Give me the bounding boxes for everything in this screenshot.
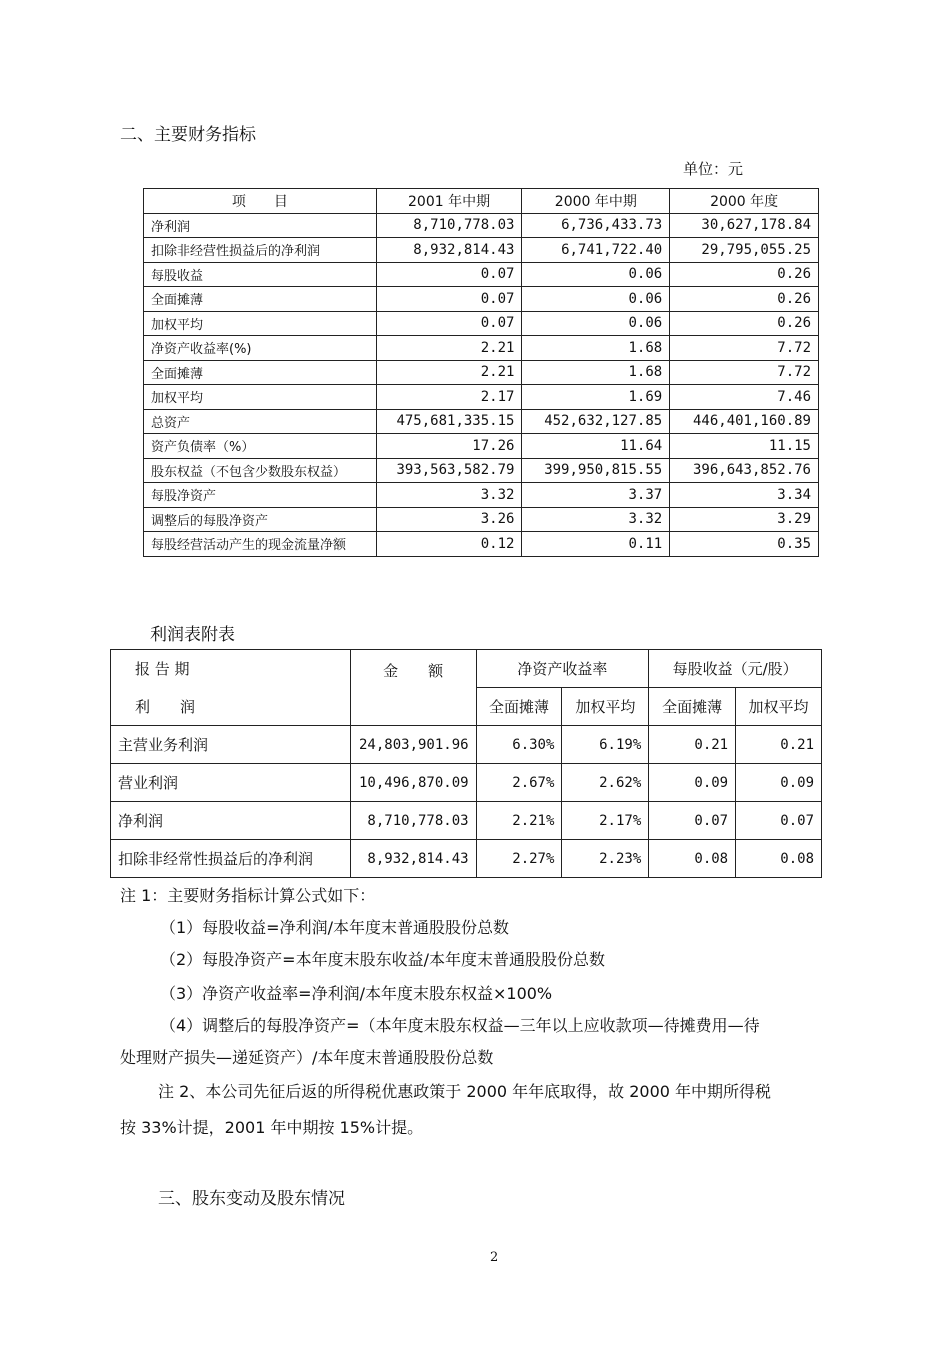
cell-value: 7.72 — [670, 360, 819, 385]
cell-value: 3.32 — [522, 507, 670, 532]
row-label: 扣除非经常性损益后的净利润 — [111, 840, 351, 878]
cell-value: 7.46 — [670, 385, 819, 410]
cell-value: 8,710,778.03 — [350, 802, 476, 840]
row-label: 每股经营活动产生的现金流量净额 — [144, 532, 377, 557]
row-label: 资产负债率（%） — [144, 434, 377, 459]
row-label: 净资产收益率(%) — [144, 336, 377, 361]
cell-value: 8,710,778.03 — [376, 213, 522, 238]
subheader-eps-diluted: 全面摊薄 — [649, 688, 736, 726]
cell-value: 30,627,178.84 — [670, 213, 819, 238]
row-label: 每股净资产 — [144, 483, 377, 508]
cell-value: 475,681,335.15 — [376, 409, 522, 434]
cell-value: 0.21 — [736, 726, 822, 764]
formula-4-line1: （4）调整后的每股净资产=（本年度末股东权益—三年以上应收款项—待摊费用—待 — [160, 1016, 760, 1035]
table-row — [144, 434, 819, 459]
profit-schedule-table — [110, 649, 822, 878]
row-label: 加权平均 — [144, 385, 377, 410]
cell-value: 3.26 — [376, 507, 522, 532]
header-item: 项 目 — [144, 189, 377, 214]
cell-value: 17.26 — [376, 434, 522, 459]
financial-indicators-table — [143, 188, 819, 557]
row-label: 总资产 — [144, 409, 377, 434]
cell-value: 0.35 — [670, 532, 819, 557]
cell-value: 2.27% — [476, 840, 562, 878]
note1-title: 注 1：主要财务指标计算公式如下： — [120, 886, 376, 905]
cell-value: 6.30% — [476, 726, 562, 764]
cell-value: 0.06 — [522, 311, 670, 336]
row-label: 每股收益 — [144, 262, 377, 287]
cell-value: 2.21% — [476, 802, 562, 840]
header-2000-annual: 2000 年度 — [670, 189, 819, 214]
cell-value: 0.26 — [670, 311, 819, 336]
row-label: 营业利润 — [111, 764, 351, 802]
cell-value: 24,803,901.96 — [350, 726, 476, 764]
formula-4-line2: 处理财产损失—递延资产）/本年度末普通股股份总数 — [120, 1048, 494, 1067]
table-row — [144, 238, 819, 263]
cell-value: 11.64 — [522, 434, 670, 459]
row-label: 加权平均 — [144, 311, 377, 336]
table-row — [144, 287, 819, 312]
cell-value: 396,643,852.76 — [670, 458, 819, 483]
cell-value: 0.07 — [649, 802, 736, 840]
cell-value: 0.09 — [649, 764, 736, 802]
cell-value: 0.11 — [522, 532, 670, 557]
cell-value: 2.21 — [376, 360, 522, 385]
table-row — [144, 532, 819, 557]
cell-value: 0.08 — [736, 840, 822, 878]
subheader-roe-weighted: 加权平均 — [562, 688, 649, 726]
cell-value: 3.29 — [670, 507, 819, 532]
table-row — [144, 385, 819, 410]
table-row — [111, 802, 822, 840]
cell-value: 2.17 — [376, 385, 522, 410]
formula-3: （3）净资产收益率=净利润/本年度末股东权益×100% — [160, 984, 553, 1003]
table-row — [144, 311, 819, 336]
cell-value: 0.07 — [736, 802, 822, 840]
row-label: 主营业务利润 — [111, 726, 351, 764]
formula-1: （1）每股收益=净利润/本年度末普通股股份总数 — [160, 918, 509, 937]
cell-value: 1.69 — [522, 385, 670, 410]
header-2001-interim: 2001 年中期 — [376, 189, 522, 214]
cell-value: 399,950,815.55 — [522, 458, 670, 483]
header-2000-interim: 2000 年中期 — [522, 189, 670, 214]
cell-value: 3.32 — [376, 483, 522, 508]
cell-value: 2.67% — [476, 764, 562, 802]
header-period: 报 告 期 — [111, 650, 351, 688]
section-title-shareholders: 三、股东变动及股东情况 — [158, 1189, 345, 1209]
cell-value: 2.21 — [376, 336, 522, 361]
table-row — [111, 764, 822, 802]
cell-value: 1.68 — [522, 360, 670, 385]
cell-value: 0.07 — [376, 287, 522, 312]
table-row — [144, 262, 819, 287]
cell-value: 3.34 — [670, 483, 819, 508]
cell-value: 6.19% — [562, 726, 649, 764]
cell-value: 446,401,160.89 — [670, 409, 819, 434]
cell-value: 0.07 — [376, 262, 522, 287]
formula-2: （2）每股净资产=本年度末股东收益/本年度末普通股股份总数 — [160, 950, 605, 969]
cell-value: 0.26 — [670, 262, 819, 287]
cell-value: 0.21 — [649, 726, 736, 764]
table-row — [144, 360, 819, 385]
header-roe: 净资产收益率 — [476, 650, 649, 688]
table-header-row — [144, 189, 819, 214]
table-row — [144, 507, 819, 532]
page-number: 2 — [490, 1250, 499, 1265]
subheader-roe-diluted: 全面摊薄 — [476, 688, 562, 726]
table-row — [144, 458, 819, 483]
table-row — [111, 840, 822, 878]
cell-value: 6,741,722.40 — [522, 238, 670, 263]
subheader-eps-weighted: 加权平均 — [736, 688, 822, 726]
cell-value: 11.15 — [670, 434, 819, 459]
cell-value: 0.12 — [376, 532, 522, 557]
table-row — [144, 483, 819, 508]
header-amount: 金 额 — [350, 650, 476, 726]
cell-value: 8,932,814.43 — [376, 238, 522, 263]
cell-value: 7.72 — [670, 336, 819, 361]
row-label: 净利润 — [144, 213, 377, 238]
row-label: 股东权益（不包含少数股东权益） — [144, 458, 377, 483]
section-title-financial-indicators: 二、主要财务指标 — [120, 125, 256, 145]
note2-line1: 注 2、本公司先征后返的所得税优惠政策于 2000 年年底取得，故 2000 年中期所得税 — [158, 1082, 772, 1101]
header-profit: 利 润 — [111, 688, 351, 726]
row-label: 扣除非经营性损益后的净利润 — [144, 238, 377, 263]
cell-value: 0.09 — [736, 764, 822, 802]
table-row — [144, 336, 819, 361]
cell-value: 0.06 — [522, 262, 670, 287]
header-eps: 每股收益（元/股） — [649, 650, 822, 688]
cell-value: 1.68 — [522, 336, 670, 361]
cell-value: 3.37 — [522, 483, 670, 508]
cell-value: 29,795,055.25 — [670, 238, 819, 263]
table-header-row — [111, 650, 822, 688]
cell-value: 0.08 — [649, 840, 736, 878]
cell-value: 393,563,582.79 — [376, 458, 522, 483]
row-label: 全面摊薄 — [144, 360, 377, 385]
cell-value: 452,632,127.85 — [522, 409, 670, 434]
cell-value: 2.23% — [562, 840, 649, 878]
table-row — [144, 213, 819, 238]
cell-value: 2.17% — [562, 802, 649, 840]
unit-label: 单位：元 — [683, 160, 744, 178]
cell-value: 0.26 — [670, 287, 819, 312]
table-row — [144, 409, 819, 434]
note2-line2: 按 33%计提，2001 年中期按 15%计提。 — [120, 1118, 424, 1137]
row-label: 调整后的每股净资产 — [144, 507, 377, 532]
cell-value: 0.06 — [522, 287, 670, 312]
cell-value: 2.62% — [562, 764, 649, 802]
row-label: 净利润 — [111, 802, 351, 840]
row-label: 全面摊薄 — [144, 287, 377, 312]
cell-value: 0.07 — [376, 311, 522, 336]
table-row — [111, 726, 822, 764]
cell-value: 6,736,433.73 — [522, 213, 670, 238]
cell-value: 10,496,870.09 — [350, 764, 476, 802]
cell-value: 8,932,814.43 — [350, 840, 476, 878]
profit-schedule-title: 利润表附表 — [150, 625, 235, 645]
